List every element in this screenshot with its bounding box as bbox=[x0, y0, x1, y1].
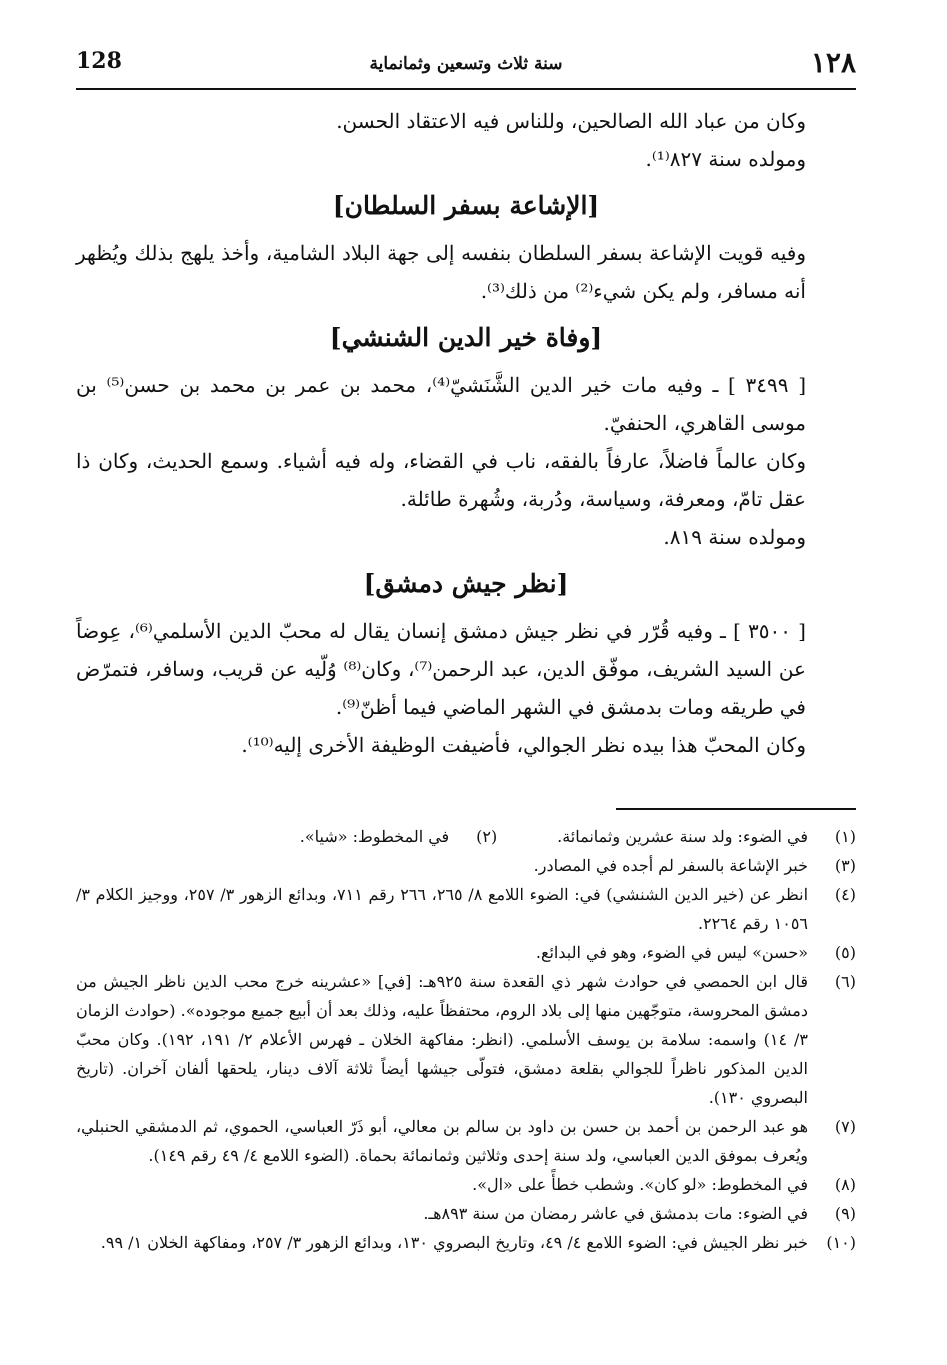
footnote-number: (١٠) bbox=[826, 1233, 856, 1252]
text-line: وكان من عباد الله الصالحين، وللناس فيه الاعتقاد الحسن. bbox=[336, 109, 806, 133]
footnote-number: (٣) bbox=[834, 856, 856, 875]
footnote-text: في الضوء: مات بدمشق في عاشر رمضان من سنة ٨٩٣هـ. bbox=[423, 1204, 808, 1223]
footnote-text: خبر نظر الجيش في: الضوء اللامع ٤/ ٤٩، وتاريخ البصروي ١٣٠، وبدائع الزهور ٣/ ٢٥٧، ومفاكهة الخلان ١/ ٩٩. bbox=[100, 1233, 808, 1252]
paragraph: ومولده سنة ٨١٩. bbox=[663, 525, 806, 549]
paragraph: وكان عالماً فاضلاً، عارفاً بالفقه، ناب في القضاء، وله فيه أشياء. وسمع الحديث، وكان ذا عقل تامّ، ومعرفة، وسياسة، ودُربة، وشُهرة طائلة. bbox=[76, 449, 806, 511]
text-line: ومولده سنة ٨٢٧⁽¹⁾. bbox=[645, 147, 806, 171]
page-number-latin: 128 bbox=[76, 48, 122, 74]
footnote-number: (٦) bbox=[834, 972, 856, 991]
footnote-number: (٤) bbox=[834, 885, 856, 904]
footnote-number: (٨) bbox=[834, 1175, 856, 1194]
footnote bbox=[76, 880, 856, 938]
paragraph: وفيه قويت الإشاعة بسفر السلطان بنفسه إلى جهة البلاد الشامية، وأخذ يلهج بذلك ويُظهر أنه مسافر، ولم يكن شيء⁽²⁾ من ذلك⁽³⁾. bbox=[76, 241, 806, 303]
section-heading: [نظر جيش دمشق] bbox=[363, 569, 569, 598]
footnote-text: هو عبد الرحمن بن أحمد بن حسن بن داود بن سالم بن معالي، أبو ذَرّ العباسي، الحموي، ثم الدمشقي الحنبلي، ويُعرف بموفق الدين العباسي، ولد سنة إحدى وثلاثين وثمانمائة بحماة. (الضوء اللامع ٤/ ٤٩ رقم ١٤٩). bbox=[76, 1117, 808, 1165]
footnote-number: (٧) bbox=[834, 1117, 856, 1136]
footnote-separator bbox=[616, 808, 856, 810]
footnote-number: (٥) bbox=[834, 943, 856, 962]
paragraph: [ ٣٤٩٩ ] ـ وفيه مات خير الدين الشَّنَشيّ⁽⁴⁾، محمد بن عمر بن محمد بن حسن⁽⁵⁾ بن موسى القاهري، الحنفيّ. bbox=[76, 373, 806, 435]
footnote-number: (٢) bbox=[476, 827, 498, 846]
paragraph: وكان المحبّ هذا بيده نظر الجوالي، فأضيفت الوظيفة الأخرى إليه⁽¹⁰⁾. bbox=[241, 733, 806, 757]
footnote-text: «حسن» ليس في الضوء، وهو في البدائع. bbox=[535, 943, 808, 962]
footnote-text: في الضوء: ولد سنة عشرين وثمانمائة. bbox=[557, 827, 808, 846]
footnote bbox=[497, 822, 856, 851]
running-header bbox=[76, 40, 856, 90]
footnotes bbox=[76, 822, 856, 1257]
section-heading: [وفاة خير الدين الشنشي] bbox=[329, 323, 603, 352]
footnote-text: في المخطوط: «لو كان». وشطب خطأً على «ال». bbox=[472, 1175, 808, 1194]
footnote-number: (٩) bbox=[834, 1204, 856, 1223]
footnote bbox=[76, 967, 856, 1112]
footnote-text: خبر الإشاعة بالسفر لم أجده في المصادر. bbox=[533, 856, 808, 875]
footnote bbox=[76, 822, 497, 851]
footnote bbox=[76, 1112, 856, 1170]
footnote bbox=[76, 1199, 856, 1228]
paragraph: [ ٣٥٠٠ ] ـ وفيه قُرّر في نظر جيش دمشق إنسان يقال له محبّ الدين الأسلمي⁽⁶⁾، عِوضاً عن السيد الشريف، موفّق الدين، عبد الرحمن⁽⁷⁾، وكان⁽⁸⁾ وُلّيه عن قريب، وسافر، فتمرّض في طريقه ومات بدمشق في الشهر الماضي فيما أظنّ⁽⁹⁾. bbox=[76, 619, 806, 719]
footnote bbox=[76, 1228, 856, 1257]
footnote bbox=[76, 938, 856, 967]
footnote bbox=[76, 1170, 856, 1199]
page-number-arabic: ١٢٨ bbox=[810, 46, 856, 79]
footnote-number: (١) bbox=[834, 827, 856, 846]
main-text bbox=[76, 102, 856, 764]
section-heading: [الإشاعة بسفر السلطان] bbox=[332, 191, 600, 220]
book-page bbox=[76, 40, 856, 1340]
footnote-text: في المخطوط: «شيا». bbox=[299, 827, 450, 846]
footnote bbox=[76, 851, 856, 880]
running-title: سنة ثلاث وتسعين وثمانماية bbox=[369, 54, 563, 74]
footnote-text: قال ابن الحمصي في حوادث شهر ذي القعدة سنة ٩٢٥هـ: [في] «عشرينه خرج محب الدين ناظر الجيش من دمشق المحروسة، متوجّهين منها إلى بلاد الروم، محتفظاً عليه، وذلك بعد أن أبيع جميع موجوده». (حوادث الزمان ٣/ ١٤) واسمه: سلامة بن يوسف الأسلمي. (انظر: مفاكهة الخلان ـ فهرس الأعلام ٢/ ١٩١، ١٩٢). وكان محبّ الدين المذكور ناظراً للجوالي بقلعة دمشق، فتولّى جيشها أيضاً ثلاثة آلاف دينار، يلحقها ألفان آخران. (تاريخ البصروي ١٣٠). bbox=[76, 972, 809, 1107]
footnote-row bbox=[76, 822, 856, 851]
footnote-text: انظر عن (خير الدين الشنشي) في: الضوء اللامع ٨/ ٢٦٥، ٢٦٦ رقم ٧١١، وبدائع الزهور ٣/ ٢٥٧، ووجيز الكلام ٣/ ١٠٥٦ رقم ٢٢٦٤. bbox=[76, 885, 809, 933]
